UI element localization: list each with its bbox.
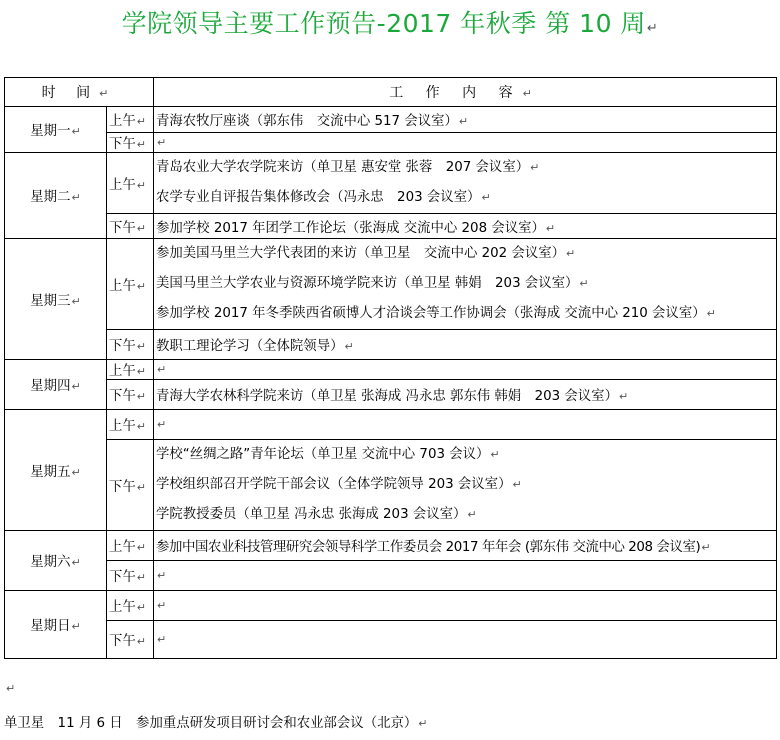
header-time: 时 间↵ [5, 78, 154, 107]
table-row [5, 621, 777, 659]
slot-pm-label: 下午↵ [107, 330, 154, 360]
table-row [5, 591, 777, 621]
schedule-table [4, 77, 777, 659]
table-row [5, 107, 777, 133]
day-cell-tuesday: 星期二↵ [5, 153, 107, 239]
work-cell: 参加学校 2017 年团学工作论坛（张海成 交流中心 208 会议室）↵ [154, 214, 777, 239]
slot-am-label: 上午↵ [107, 360, 154, 380]
slot-pm-label: 下午↵ [107, 440, 154, 531]
table-row [5, 239, 777, 330]
paragraph-mark-icon: ↵ [646, 21, 659, 36]
table-row [5, 360, 777, 380]
table-row [5, 153, 777, 214]
day-cell-saturday: 星期六↵ [5, 531, 107, 591]
header-work: 工 作 内 容↵ [154, 78, 777, 107]
work-cell: ↵ [154, 591, 777, 621]
work-cell: 青海大学农林科学院来访（单卫星 张海成 冯永忠 郭东伟 韩娟 203 会议室）↵ [154, 380, 777, 410]
work-cell: ↵ [154, 561, 777, 591]
work-cell: ↵ [154, 360, 777, 380]
work-cell: 学校“丝绸之路”青年论坛（单卫星 交流中心 703 会议）↵ 学校组织部召开学院干部会议（全体学院领导 203 会议室）↵ 学院教授委员（单卫星 冯永忠 张海成 203 会议室）↵ [154, 440, 777, 531]
table-row [5, 133, 777, 153]
table-row [5, 531, 777, 561]
slot-am-label: 上午↵ [107, 153, 154, 214]
slot-pm-label: 下午↵ [107, 133, 154, 153]
slot-am-label: 上午↵ [107, 239, 154, 330]
table-row [5, 380, 777, 410]
work-cell: ↵ [154, 133, 777, 153]
work-cell: ↵ [154, 410, 777, 440]
work-cell: ↵ [154, 621, 777, 659]
table-row [5, 330, 777, 360]
slot-pm-label: 下午↵ [107, 621, 154, 659]
table-row [5, 561, 777, 591]
footer-note: 单卫星 11 月 6 日 参加重点研发项目研讨会和农业部会议（北京）↵ [4, 716, 428, 731]
work-cell: 青海农牧厅座谈（郭东伟 交流中心 517 会议室）↵ [154, 107, 777, 133]
day-cell-thursday: 星期四↵ [5, 360, 107, 410]
day-cell-monday: 星期一↵ [5, 107, 107, 153]
paragraph-mark-icon: ↵ [6, 682, 16, 695]
work-cell: 参加中国农业科技管理研究会领导科学工作委员会 2017 年年会 (郭东伟 交流中心 208 会议室)↵ [154, 531, 777, 561]
work-cell: 青岛农业大学农学院来访（单卫星 惠安堂 张蓉 207 会议室）↵ 农学专业自评报告集体修改会（冯永忠 203 会议室）↵ [154, 153, 777, 214]
slot-pm-label: 下午↵ [107, 561, 154, 591]
slot-am-label: 上午↵ [107, 531, 154, 561]
day-cell-wednesday: 星期三↵ [5, 239, 107, 360]
page-title-text: 学院领导主要工作预告-2017 年秋季 第 10 周 [121, 9, 646, 38]
day-cell-sunday: 星期日↵ [5, 591, 107, 659]
slot-am-label: 上午↵ [107, 591, 154, 621]
work-cell: 参加美国马里兰大学代表团的来访（单卫星 交流中心 202 会议室）↵ 美国马里兰大学农业与资源环境学院来访（单卫星 韩娟 203 会议室）↵ 参加学校 2017 年冬季陕西省硕博人才洽谈会等工作协调会（张海成 交流中心 210 会议室）↵ [154, 239, 777, 330]
slot-pm-label: 下午↵ [107, 380, 154, 410]
slot-am-label: 上午↵ [107, 107, 154, 133]
table-row [5, 440, 777, 531]
work-cell: 教职工理论学习（全体院领导）↵ [154, 330, 777, 360]
page-title [0, 4, 780, 40]
header-row [5, 78, 777, 107]
slot-am-label: 上午↵ [107, 410, 154, 440]
day-cell-friday: 星期五↵ [5, 410, 107, 531]
slot-pm-label: 下午↵ [107, 214, 154, 239]
table-row [5, 214, 777, 239]
table-row [5, 410, 777, 440]
